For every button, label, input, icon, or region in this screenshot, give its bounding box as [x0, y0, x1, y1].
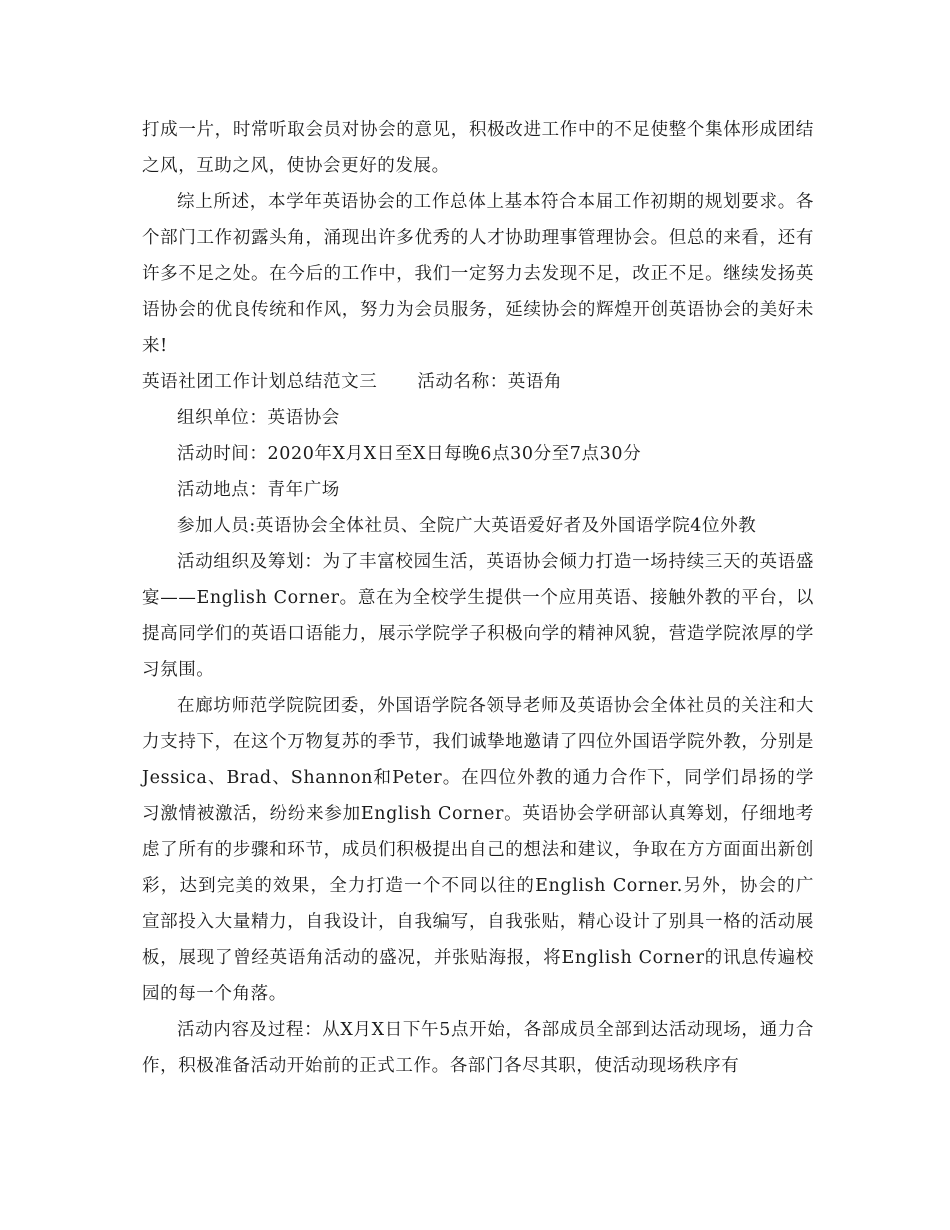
paragraph-organization-plan: 活动组织及筹划：为了丰富校园生活，英语协会倾力打造一场持续三天的英语盛宴——English Corner。意在为全校学生提供一个应用英语、接触外教的平台，以提高同学们的英语口语能力，展示学院学子积极向学的精神风貌，营造学院浓厚的学习氛围。	[142, 552, 814, 680]
paragraph-summary: 综上所述，本学年英语协会的工作总体上基本符合本届工作初期的规划要求。各个部门工作初露头角，涌现出许多优秀的人才协助理事管理协会。但总的来看，还有许多不足之处。在今后的工作中，我们一定努力去发现不足，改正不足。继续发扬英语协会的优良传统和作风，努力为会员服务，延续协会的辉煌开创英语协会的美好未来!	[142, 192, 814, 356]
paragraph-support: 在廊坊师范学院院团委，外国语学院各领导老师及英语协会全体社员的关注和大力支持下，在这个万物复苏的季节，我们诚挚地邀请了四位外国语学院外教，分别是Jessica、Brad、Shannon和Peter。在四位外教的通力合作下，同学们昂扬的学习激情被激活，纷纷来参加English Corner。英语协会学研部认真筹划，仔细地考虑了所有的步骤和环节，成员们积极提出自己的想法和建议，争取在方方面面出新创彩，达到完美的效果，全力打造一个不同以往的English Corner.另外，协会的广宣部投入大量精力，自我设计，自我编写，自我张贴，精心设计了别具一格的活动展板，展现了曾经英语角活动的盛况，并张贴海报，将English Corner的讯息传遍校园的每一个角落。	[142, 696, 814, 1004]
activity-time-line: 活动时间：2020年X月X日至X日每晚6点30分至7点30分	[177, 444, 642, 464]
organizer-line: 组织单位：英语协会	[177, 408, 340, 428]
paragraph-process: 活动内容及过程：从X月X日下午5点开始，各部成员全部到达活动现场，通力合作，积极准备活动开始前的正式工作。各部门各尽其职，使活动现场秩序有	[142, 1020, 814, 1076]
section-title: 英语社团工作计划总结范文三	[142, 372, 378, 392]
paragraph-continuation: 打成一片，时常听取会员对协会的意见，积极改进工作中的不足使整个集体形成团结之风，互助之风，使协会更好的发展。	[142, 120, 814, 176]
document-page	[142, 112, 814, 1084]
activity-place-line: 活动地点：青年广场	[177, 480, 340, 500]
participants-line: 参加人员:英语协会全体社员、全院广大英语爱好者及外国语学院4位外教	[177, 516, 757, 536]
section-heading	[142, 364, 814, 400]
activity-name: 活动名称：英语角	[417, 372, 563, 392]
